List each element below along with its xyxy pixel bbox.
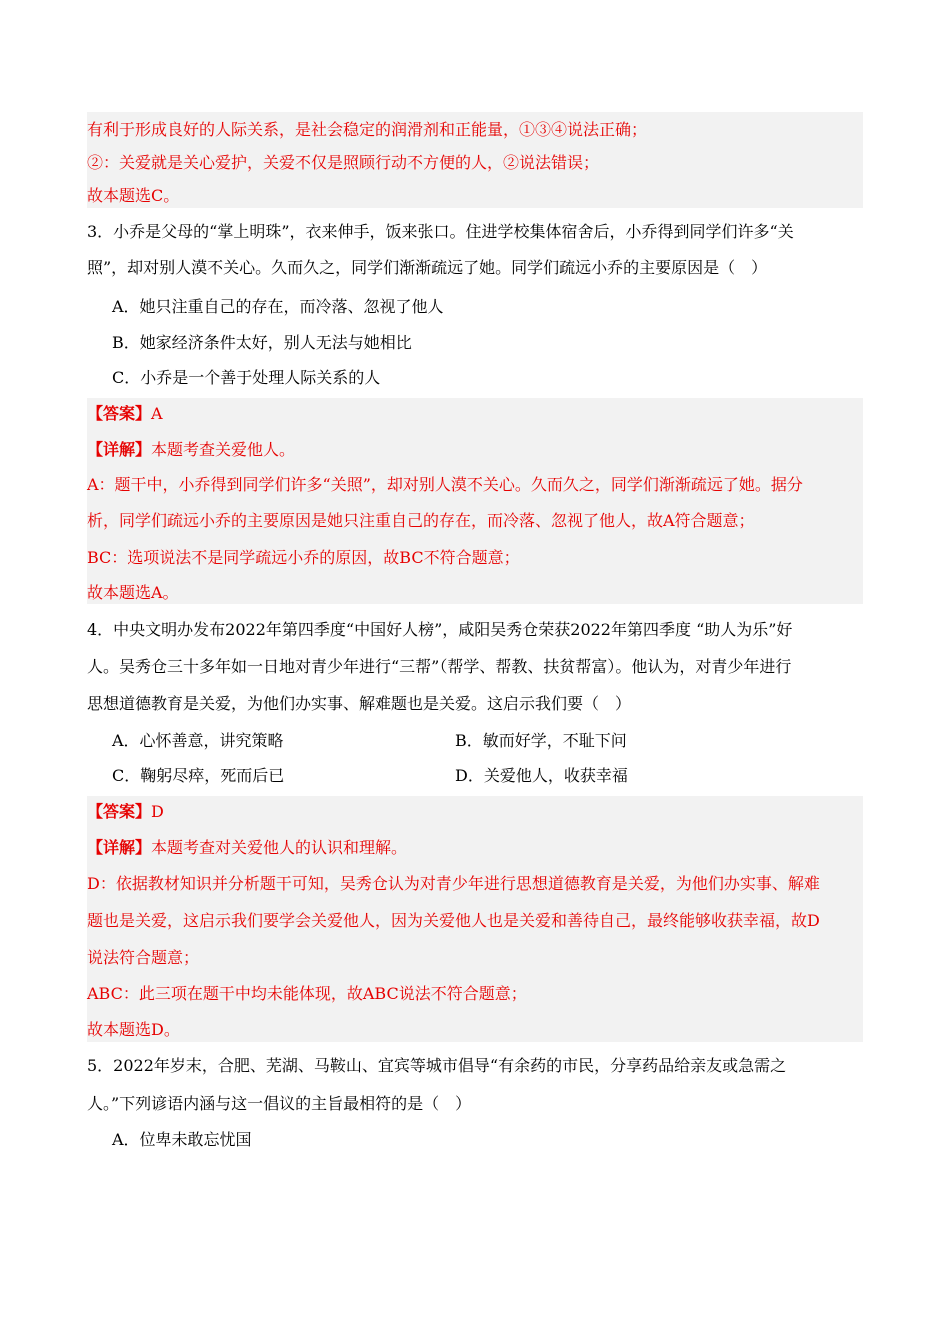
q4-option-c: C．鞠躬尽瘁，死而后已 bbox=[112, 766, 285, 785]
q5-option-a: A．位卑未敢忘忧国 bbox=[112, 1130, 252, 1149]
q4-stem-line: 思想道德教育是关爱，为他们办实事、解难题也是关爱。这启示我们要（ ） bbox=[87, 694, 632, 713]
q5-stem-line: 5．2022年岁末，合肥、芜湖、马鞍山、宜宾等城市倡导“有余药的市民，分享药品给亲友或急需之 bbox=[87, 1056, 787, 1075]
q4-analysis-line: 说法符合题意； bbox=[87, 948, 200, 967]
answer-value: A bbox=[151, 404, 163, 423]
q3-option-c: C．小乔是一个善于处理人际关系的人 bbox=[112, 368, 381, 387]
q4-analysis-line: D：依据教材知识并分析题干可知，吴秀仓认为对青少年进行思想道德教育是关爱，为他们办实事、解难 bbox=[87, 874, 820, 893]
q4-option-d: D．关爱他人，收获幸福 bbox=[455, 766, 628, 785]
continuation-line: ②：关爱就是关心爱护，关爱不仅是照顾行动不方便的人，②说法错误； bbox=[87, 153, 600, 172]
q4-option-a: A．心怀善意，讲究策略 bbox=[112, 731, 284, 750]
continuation-line: 故本题选C。 bbox=[87, 186, 180, 205]
q4-stem-line: 4．中央文明办发布2022年第四季度“中国好人榜”，咸阳吴秀仓荣获2022年第四季度 “助人为乐”好 bbox=[87, 620, 793, 639]
q4-analysis-line: ABC：此三项在题干中均未能体现，故ABC说法不符合题意； bbox=[87, 984, 527, 1003]
detail-tag: 【详解】 bbox=[87, 440, 152, 459]
detail-intro: 本题考查对关爱他人的认识和理解。 bbox=[151, 838, 408, 857]
q3-stem-line: 照”，却对别人漠不关心。久而久之，同学们渐渐疏远了她。同学们疏远小乔的主要原因是（ ） bbox=[87, 258, 768, 277]
q4-analysis-line: 题也是关爱，这启示我们要学会关爱他人，因为关爱他人也是关爱和善待自己，最终能够收获幸福，故D bbox=[87, 911, 820, 930]
q3-option-b: B．她家经济条件太好，别人无法与她相比 bbox=[112, 333, 412, 352]
q3-analysis-line: 析，同学们疏远小乔的主要原因是她只注重自己的存在，而冷落、忽视了他人，故A符合题意； bbox=[87, 511, 755, 530]
q4-stem-line: 人。吴秀仓三十多年如一日地对青少年进行“三帮”（帮学、帮教、扶贫帮富）。他认为，对青少年进行 bbox=[87, 657, 792, 676]
continuation-line: 有利于形成良好的人际关系，是社会稳定的润滑剂和正能量，①③④说法正确； bbox=[87, 120, 648, 139]
q3-analysis-line: A：题干中，小乔得到同学们许多“关照”，却对别人漠不关心。久而久之，同学们渐渐疏远了她。据分 bbox=[87, 475, 803, 494]
q3-analysis-line: 故本题选A。 bbox=[87, 583, 179, 602]
q3-detail bbox=[87, 432, 295, 468]
q3-option-a: A．她只注重自己的存在，而冷落、忽视了他人 bbox=[112, 297, 444, 316]
detail-tag: 【详解】 bbox=[87, 838, 152, 857]
q4-option-b: B．敏而好学，不耻下问 bbox=[455, 731, 627, 750]
q4-detail bbox=[87, 830, 407, 866]
detail-intro: 本题考查关爱他人。 bbox=[151, 440, 296, 459]
q3-stem-line: 3．小乔是父母的“掌上明珠”，衣来伸手，饭来张口。住进学校集体宿舍后，小乔得到同学们许多“关 bbox=[87, 222, 794, 241]
q3-answer bbox=[87, 396, 163, 432]
answer-value: D bbox=[151, 802, 164, 821]
q4-answer bbox=[87, 794, 164, 830]
answer-tag: 【答案】 bbox=[87, 802, 152, 821]
q5-stem-line: 人。”下列谚语内涵与这一倡议的主旨最相符的是（ ） bbox=[87, 1094, 472, 1113]
q3-analysis-line: BC：选项说法不是同学疏远小乔的原因，故BC不符合题意； bbox=[87, 548, 520, 567]
q4-analysis-line: 故本题选D。 bbox=[87, 1020, 180, 1039]
answer-tag: 【答案】 bbox=[87, 404, 152, 423]
